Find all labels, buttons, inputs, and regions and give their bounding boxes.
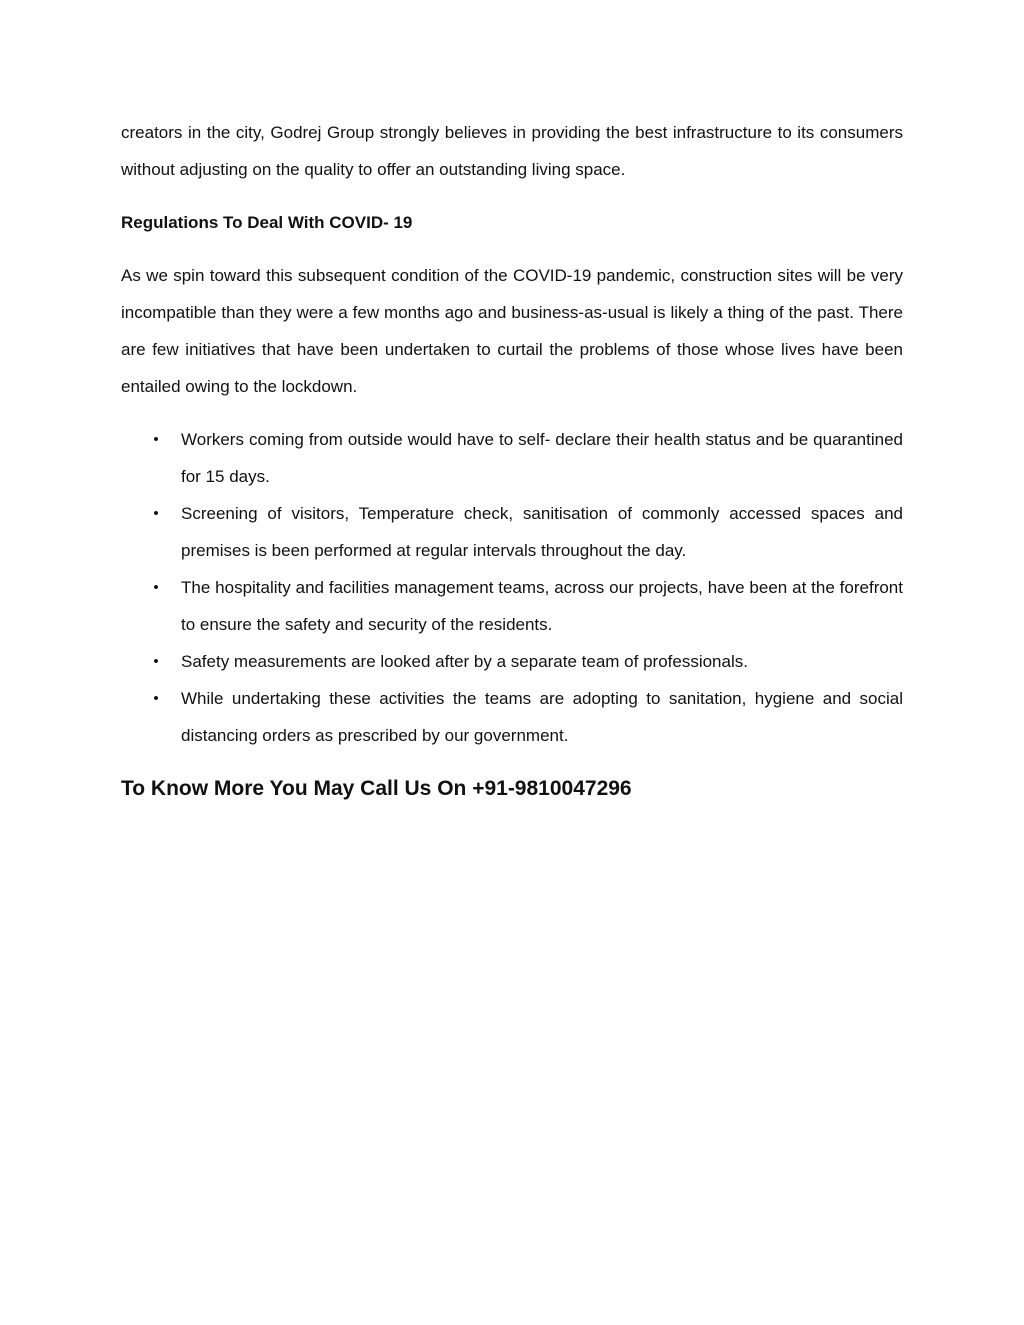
list-item-text: The hospitality and facilities management teams, across our projects, have been at the forefront to ensure the safety and security of the residents.: [181, 578, 903, 634]
bullet-list: [121, 421, 903, 754]
list-item-text: Workers coming from outside would have to self- declare their health status and be quarantined for 15 days.: [181, 430, 903, 486]
body-paragraph: As we spin toward this subsequent condition of the COVID-19 pandemic, construction sites will be very incompatible than they were a few months ago and business-as-usual is likely a thing of the past. There are few initiatives that have been undertaken to curtail the problems of those whose lives have been entailed owing to the lockdown.: [121, 266, 903, 396]
bullet-icon: •: [153, 579, 159, 596]
list-item: [121, 643, 903, 680]
list-item: [121, 569, 903, 643]
document-page: [121, 114, 903, 804]
bullet-icon: •: [153, 505, 159, 522]
list-item: [121, 680, 903, 754]
list-item-text: While undertaking these activities the teams are adopting to sanitation, hygiene and social distancing orders as prescribed by our government.: [181, 689, 903, 745]
list-item-text: Safety measurements are looked after by a separate team of professionals.: [181, 652, 748, 671]
call-to-action-heading: To Know More You May Call Us On +91-9810047296: [121, 777, 632, 800]
list-item-text: Screening of visitors, Temperature check, sanitisation of commonly accessed spaces and premises is been performed at regular intervals throughout the day.: [181, 504, 903, 560]
section-heading: Regulations To Deal With COVID- 19: [121, 213, 413, 232]
bullet-icon: •: [153, 690, 159, 707]
bullet-icon: •: [153, 653, 159, 670]
bullet-icon: •: [153, 431, 159, 448]
list-item: [121, 495, 903, 569]
intro-paragraph: creators in the city, Godrej Group strongly believes in providing the best infrastructure to its consumers without adjusting on the quality to offer an outstanding living space.: [121, 123, 903, 179]
list-item: [121, 421, 903, 495]
